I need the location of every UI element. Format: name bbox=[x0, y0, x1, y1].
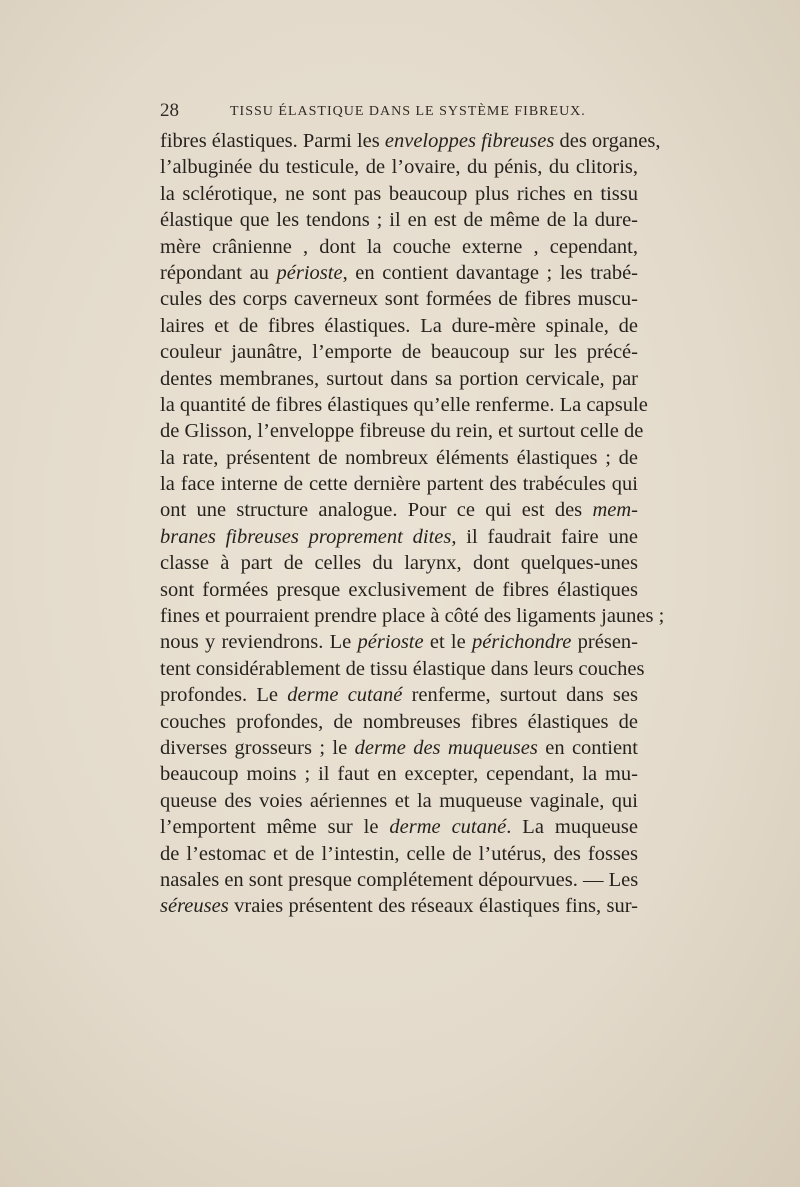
text-line: fines et pourraient prendre place à côté des ligaments jaunes ; bbox=[160, 605, 665, 628]
text-line: beaucoup moins ; il faut en excepter, cependant, la mu- bbox=[160, 763, 638, 786]
text-line: couches profondes, de nombreuses fibres élastiques de bbox=[160, 710, 638, 733]
text-line: nous y reviendrons. Le périoste et le périchondre présen- bbox=[160, 631, 638, 654]
text-line: dentes membranes, surtout dans sa portion cervicale, par bbox=[160, 367, 638, 390]
text-line: répondant au périoste, en contient davantage ; les trabé- bbox=[160, 261, 638, 284]
running-head: TISSU ÉLASTIQUE DANS LE SYSTÈME FIBREUX. bbox=[230, 104, 586, 119]
text-line: ont une structure analogue. Pour ce qui est des mem- bbox=[160, 499, 638, 522]
text-line: nasales en sont presque complétement dépourvues. — Les bbox=[160, 868, 639, 891]
text-line: la face interne de cette dernière partent des trabécules qui bbox=[160, 473, 638, 496]
text-line: de l’estomac et de l’intestin, celle de l’utérus, des fosses bbox=[160, 842, 638, 865]
text-line: la quantité de fibres élastiques qu’elle renferme. La capsule bbox=[160, 393, 648, 416]
text-line: cules des corps caverneux sont formées de fibres muscu- bbox=[160, 288, 638, 311]
text-line: classe à part de celles du larynx, dont quelques-unes bbox=[160, 552, 638, 575]
text-line: sont formées presque exclusivement de fibres élastiques bbox=[160, 578, 638, 601]
text-line: l’emportent même sur le derme cutané. La muqueuse bbox=[160, 816, 638, 839]
text-line: mère crânienne , dont la couche externe , cependant, bbox=[160, 235, 638, 258]
text-line: tent considérablement de tissu élastique dans leurs couches bbox=[160, 657, 645, 680]
text-line: laires et de fibres élastiques. La dure-mère spinale, de bbox=[160, 314, 638, 337]
text-line: couleur jaunâtre, l’emporte de beaucoup sur les précé- bbox=[160, 341, 638, 364]
text-line: l’albuginée du testicule, de l’ovaire, du pénis, du clitoris, bbox=[160, 156, 638, 179]
text-line: la sclérotique, ne sont pas beaucoup plus riches en tissu bbox=[160, 182, 638, 205]
text-line: branes fibreuses proprement dites, il faudrait faire une bbox=[160, 525, 639, 548]
text-line: fibres élastiques. Parmi les enveloppes fibreuses des organes, bbox=[160, 130, 661, 152]
text-line: la rate, présentent de nombreux éléments élastiques ; de bbox=[160, 446, 638, 469]
body-text bbox=[160, 128, 665, 920]
text-line: profondes. Le derme cutané renferme, surtout dans ses bbox=[160, 684, 638, 707]
text-line: séreuses vraies présentent des réseaux élastiques fins, sur- bbox=[160, 895, 638, 918]
text-line: élastique que les tendons ; il en est de même de la dure- bbox=[160, 209, 638, 232]
text-line: diverses grosseurs ; le derme des muqueuses en contient bbox=[160, 736, 638, 759]
text-line: queuse des voies aériennes et la muqueuse vaginale, qui bbox=[160, 789, 638, 812]
text-line: de Glisson, l’enveloppe fibreuse du rein, et surtout celle de bbox=[160, 420, 644, 443]
page-number: 28 bbox=[160, 100, 179, 121]
